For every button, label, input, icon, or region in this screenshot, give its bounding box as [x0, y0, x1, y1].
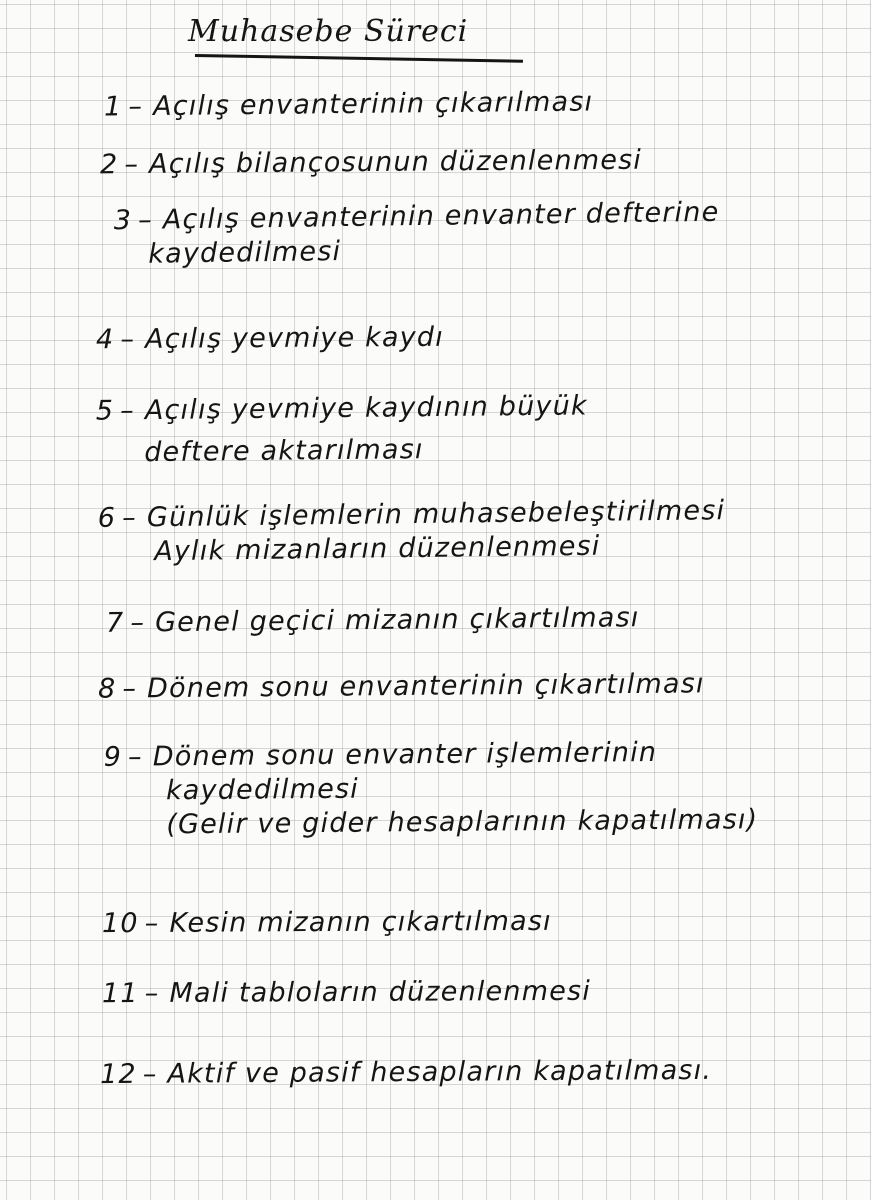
- step-text-continued: kaydedilmesi: [148, 235, 342, 270]
- step-text: Genel geçici mizanın çıkartılması: [154, 602, 640, 639]
- step-number: 6: [97, 502, 117, 534]
- list-item: [98, 494, 726, 569]
- step-number: 11: [101, 978, 139, 1010]
- step-number: 9: [103, 741, 123, 773]
- step-text: Aktif ve pasif hesapların kapatılması.: [167, 1054, 713, 1090]
- step-dash: –: [142, 1058, 158, 1090]
- step-dash: –: [120, 395, 136, 427]
- step-number: 7: [105, 607, 125, 639]
- step-text-continued: Aylık mizanların düzenlenmesi: [154, 530, 601, 567]
- step-number: 5: [95, 395, 115, 427]
- step-dash: –: [122, 673, 138, 705]
- list-item: [96, 389, 589, 470]
- list-item: [104, 735, 759, 842]
- list-item: [114, 196, 721, 272]
- step-number: 8: [97, 673, 117, 705]
- step-text: Kesin mizanın çıkartılması: [169, 905, 552, 939]
- step-number: 3: [113, 204, 133, 237]
- step-text: Mali tabloların düzenlenmesi: [169, 975, 592, 1009]
- step-number: 4: [95, 324, 115, 356]
- step-text: Dönem sonu envanter işlemlerinin: [152, 737, 658, 773]
- list-item: [104, 85, 594, 124]
- list-item: [102, 975, 591, 1011]
- step-text: Günlük işlemlerin muhasebeleştirilmesi: [146, 495, 726, 534]
- step-text-continued: deftere aktarılması: [144, 433, 424, 468]
- step-dash: –: [120, 323, 136, 356]
- step-number: 2: [99, 149, 119, 181]
- step-number: 12: [99, 1058, 137, 1091]
- step-dash: –: [144, 907, 160, 939]
- step-dash: –: [127, 741, 143, 773]
- list-item: [100, 1054, 712, 1092]
- list-item: [100, 144, 642, 182]
- step-text-continued: kaydedilmesi: [165, 773, 360, 807]
- list-item: [106, 601, 640, 640]
- step-dash: –: [128, 91, 144, 123]
- page-title: Muhasebe Süreci: [188, 14, 469, 49]
- step-dash: –: [137, 204, 154, 236]
- step-dash: –: [130, 607, 146, 639]
- step-text: Açılış yevmiye kaydının büyük: [144, 390, 588, 427]
- step-number: 1: [103, 91, 123, 123]
- step-text: Dönem sonu envanterinin çıkartılması: [146, 668, 705, 705]
- step-note: (Gelir ve gider hesaplarının kapatılması): [166, 803, 759, 840]
- step-dash: –: [124, 149, 140, 181]
- step-dash: –: [122, 502, 138, 534]
- step-text: Açılış envanterinin çıkarılması: [152, 86, 594, 123]
- step-dash: –: [144, 977, 160, 1010]
- list-item: [96, 321, 444, 357]
- step-text: Açılış bilançosunun düzenlenmesi: [148, 144, 643, 180]
- list-item: [102, 905, 552, 941]
- step-text: Açılış envanterinin envanter defterine: [162, 196, 720, 236]
- step-text: Açılış yevmiye kaydı: [144, 321, 445, 355]
- step-number: 10: [101, 907, 139, 940]
- list-item: [98, 667, 705, 706]
